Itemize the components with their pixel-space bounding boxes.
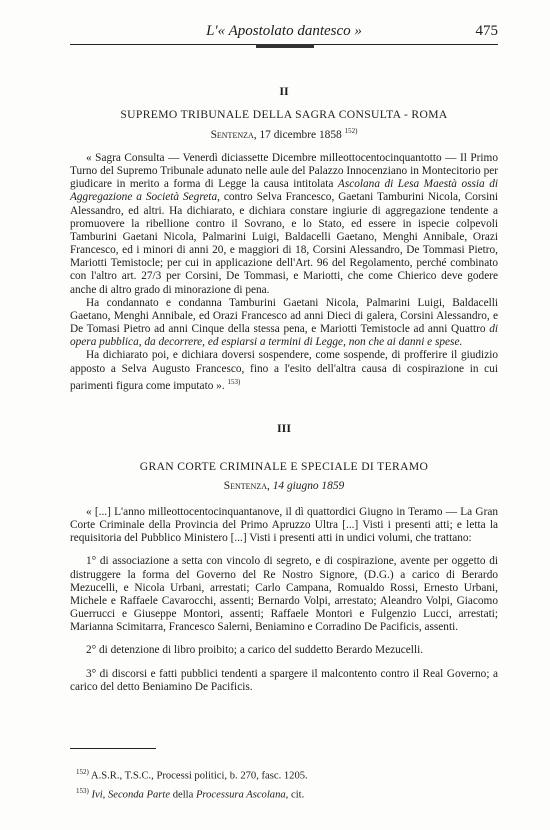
paragraph-1-text-a: « Sagra Consulta — Venerdì diciassette Dicembre milleottocentocinquantotto — Il Primo Turno del Supremo Tribunale adunato nelle aule del Palazzo Innocenziano in Montecitorio per giudicare in merito a forma di Legge la causa intitolata xyxy=(70,152,498,191)
list-item-1: 1° di associazione a setta con vincolo di segreto, e di cospirazione, avente per oggetto di distruggere la forma del Governo del Re Nostro Signore, (D.G.) a carico di Berardo Mezucelli, e Nicola Urbani, arrestati; Carlo Campana, Romualdo Rossi, Ernesto Urbani, Michele e Raffaele Cavarocchi, assenti; Bernardo Volpi, arrestato; Aleandro Volpi, Giacomo Guerrucci e Giuseppe Montori, assenti; Raffaele Montori e Fulgenzio Lucci, arrestati; Marianna Scimitarra, Francesco Salerni, Beniamino e Corradino De Pacificis, assenti. xyxy=(70,555,498,634)
section-number-ii: II xyxy=(279,84,289,98)
footnote-text-mid: della xyxy=(170,789,196,801)
paragraph-3 xyxy=(70,349,498,392)
footnote-152 xyxy=(76,768,496,782)
footnote-text: A.S.R., T.S.C., Processi politici, b. 270, fasc. 1205. xyxy=(90,770,308,782)
footnote-text-italic: Ivi, Seconda Parte xyxy=(91,789,171,801)
section-ii-date xyxy=(70,127,498,141)
footnote-number: 152) xyxy=(76,768,89,776)
section-ii-heading: SUPREMO TRIBUNALE DELLA SAGRA CONSULTA - ROMA xyxy=(120,108,448,121)
paragraph-1 xyxy=(70,152,498,297)
footnote-ref-153: 153) xyxy=(227,377,241,386)
footnote-text-italic-2: Processura Ascolana, xyxy=(195,789,289,801)
paragraph-2 xyxy=(70,297,498,350)
case-title: Ascolana di Lesa Maestà ossia di Aggregazione a Società Segreta, xyxy=(70,178,498,204)
date-value: 17 dicembre 1858 xyxy=(259,128,342,141)
section-ii-body xyxy=(70,152,498,393)
date-value: 14 giugno 1859 xyxy=(272,480,345,492)
page-number: 475 xyxy=(475,23,498,39)
footnote-153 xyxy=(76,787,496,801)
paragraph-3-text: Ha dichiarato poi, e dichiara doversi sospendere, come sospende, di profferire il giudizio apposto a Selva Augusto Francesco, fino a l'esito dell'altra causa di cospirazione in cui parimenti figura come imputato ». xyxy=(70,349,498,392)
footnote-number: 153) xyxy=(76,787,89,795)
intro-paragraph: « [...] L'anno milleottocentocinquantanove, il dì quattordici Giugno in Teramo — La Gran Corte Criminale della Provincia del Primo Apruzzo Ultra [...] Visti i presenti atti; e letta la requisitoria del Pubblico Ministero [...] Visti i presenti atti in undici volumi, che trattano: xyxy=(70,506,498,545)
paragraph-2-text-a: Ha condannato e condanna Tamburini Gaetani Nicola, Palmarini Luigi, Baldacelli Gaetano, Menghi Annibale, ed Orazi Francesco ad anni Dieci di galera, Corsini Alessandro, e De Tomasi Pietro ad anni Cinque della stessa pena, e Mariotti Temistocle ad anni Quattro xyxy=(70,296,498,336)
footnote-text-end: cit. xyxy=(288,789,305,801)
header-ornament xyxy=(256,44,314,48)
running-title: L'« Apostolato dantesco » xyxy=(206,23,362,39)
section-number-iii: III xyxy=(276,421,291,435)
footnote-rule xyxy=(70,748,156,749)
running-header xyxy=(70,20,498,44)
section-iii-date xyxy=(70,480,498,492)
list-item-3: 3° di discorsi e fatti pubblici tendenti a spargere il malcontento contro il Real Governo; a carico del detto Beniamino De Pacificis. xyxy=(70,667,498,693)
date-label: Sentenza, xyxy=(223,480,270,492)
section-iii-body xyxy=(70,506,498,694)
section-iii-heading: GRAN CORTE CRIMINALE E SPECIALE DI TERAMO xyxy=(139,460,429,473)
date-label: Sentenza, xyxy=(210,128,257,141)
paragraph-1-text-c: contro Selva Francesco, Gaetani Tamburini Nicola, Corsini Alessandro, ed altri. Ha dichiarato, e dichiara constare ingiurie di aggregazione tendente a promuovere la ribellione contro il Sovrano, e lo Stato, ed essere in ispecie colpevoli Tamburini Gaetani Nicola, Palmarini Luigi, Baldacelli Gaetano, Menghi Annibale, Orazi Francesco, ed i minori di anni 20, e maggiori di 18, Corsini Alessandro, De Tommasi Pietro, Mariotti Temistocle; per cui in applicazione dell'Art. 96 del Regolamento, perché combinato con l'altro art. 27/3 per Corsini, De Tommasi, e Mariotti, che come Chierico deve godere anche di altro grado di minorazione di pena. xyxy=(70,191,498,296)
footnote-ref-152: 152) xyxy=(344,127,358,135)
list-item-2: 2° di detenzione di libro proibito; a carico del suddetto Berardo Mezucelli. xyxy=(86,644,424,657)
paragraph-2-text-italic: di opera pubblica, da decorrere, ed espiarsi a termini di Legge, non che ai danni e spese. xyxy=(70,323,498,349)
